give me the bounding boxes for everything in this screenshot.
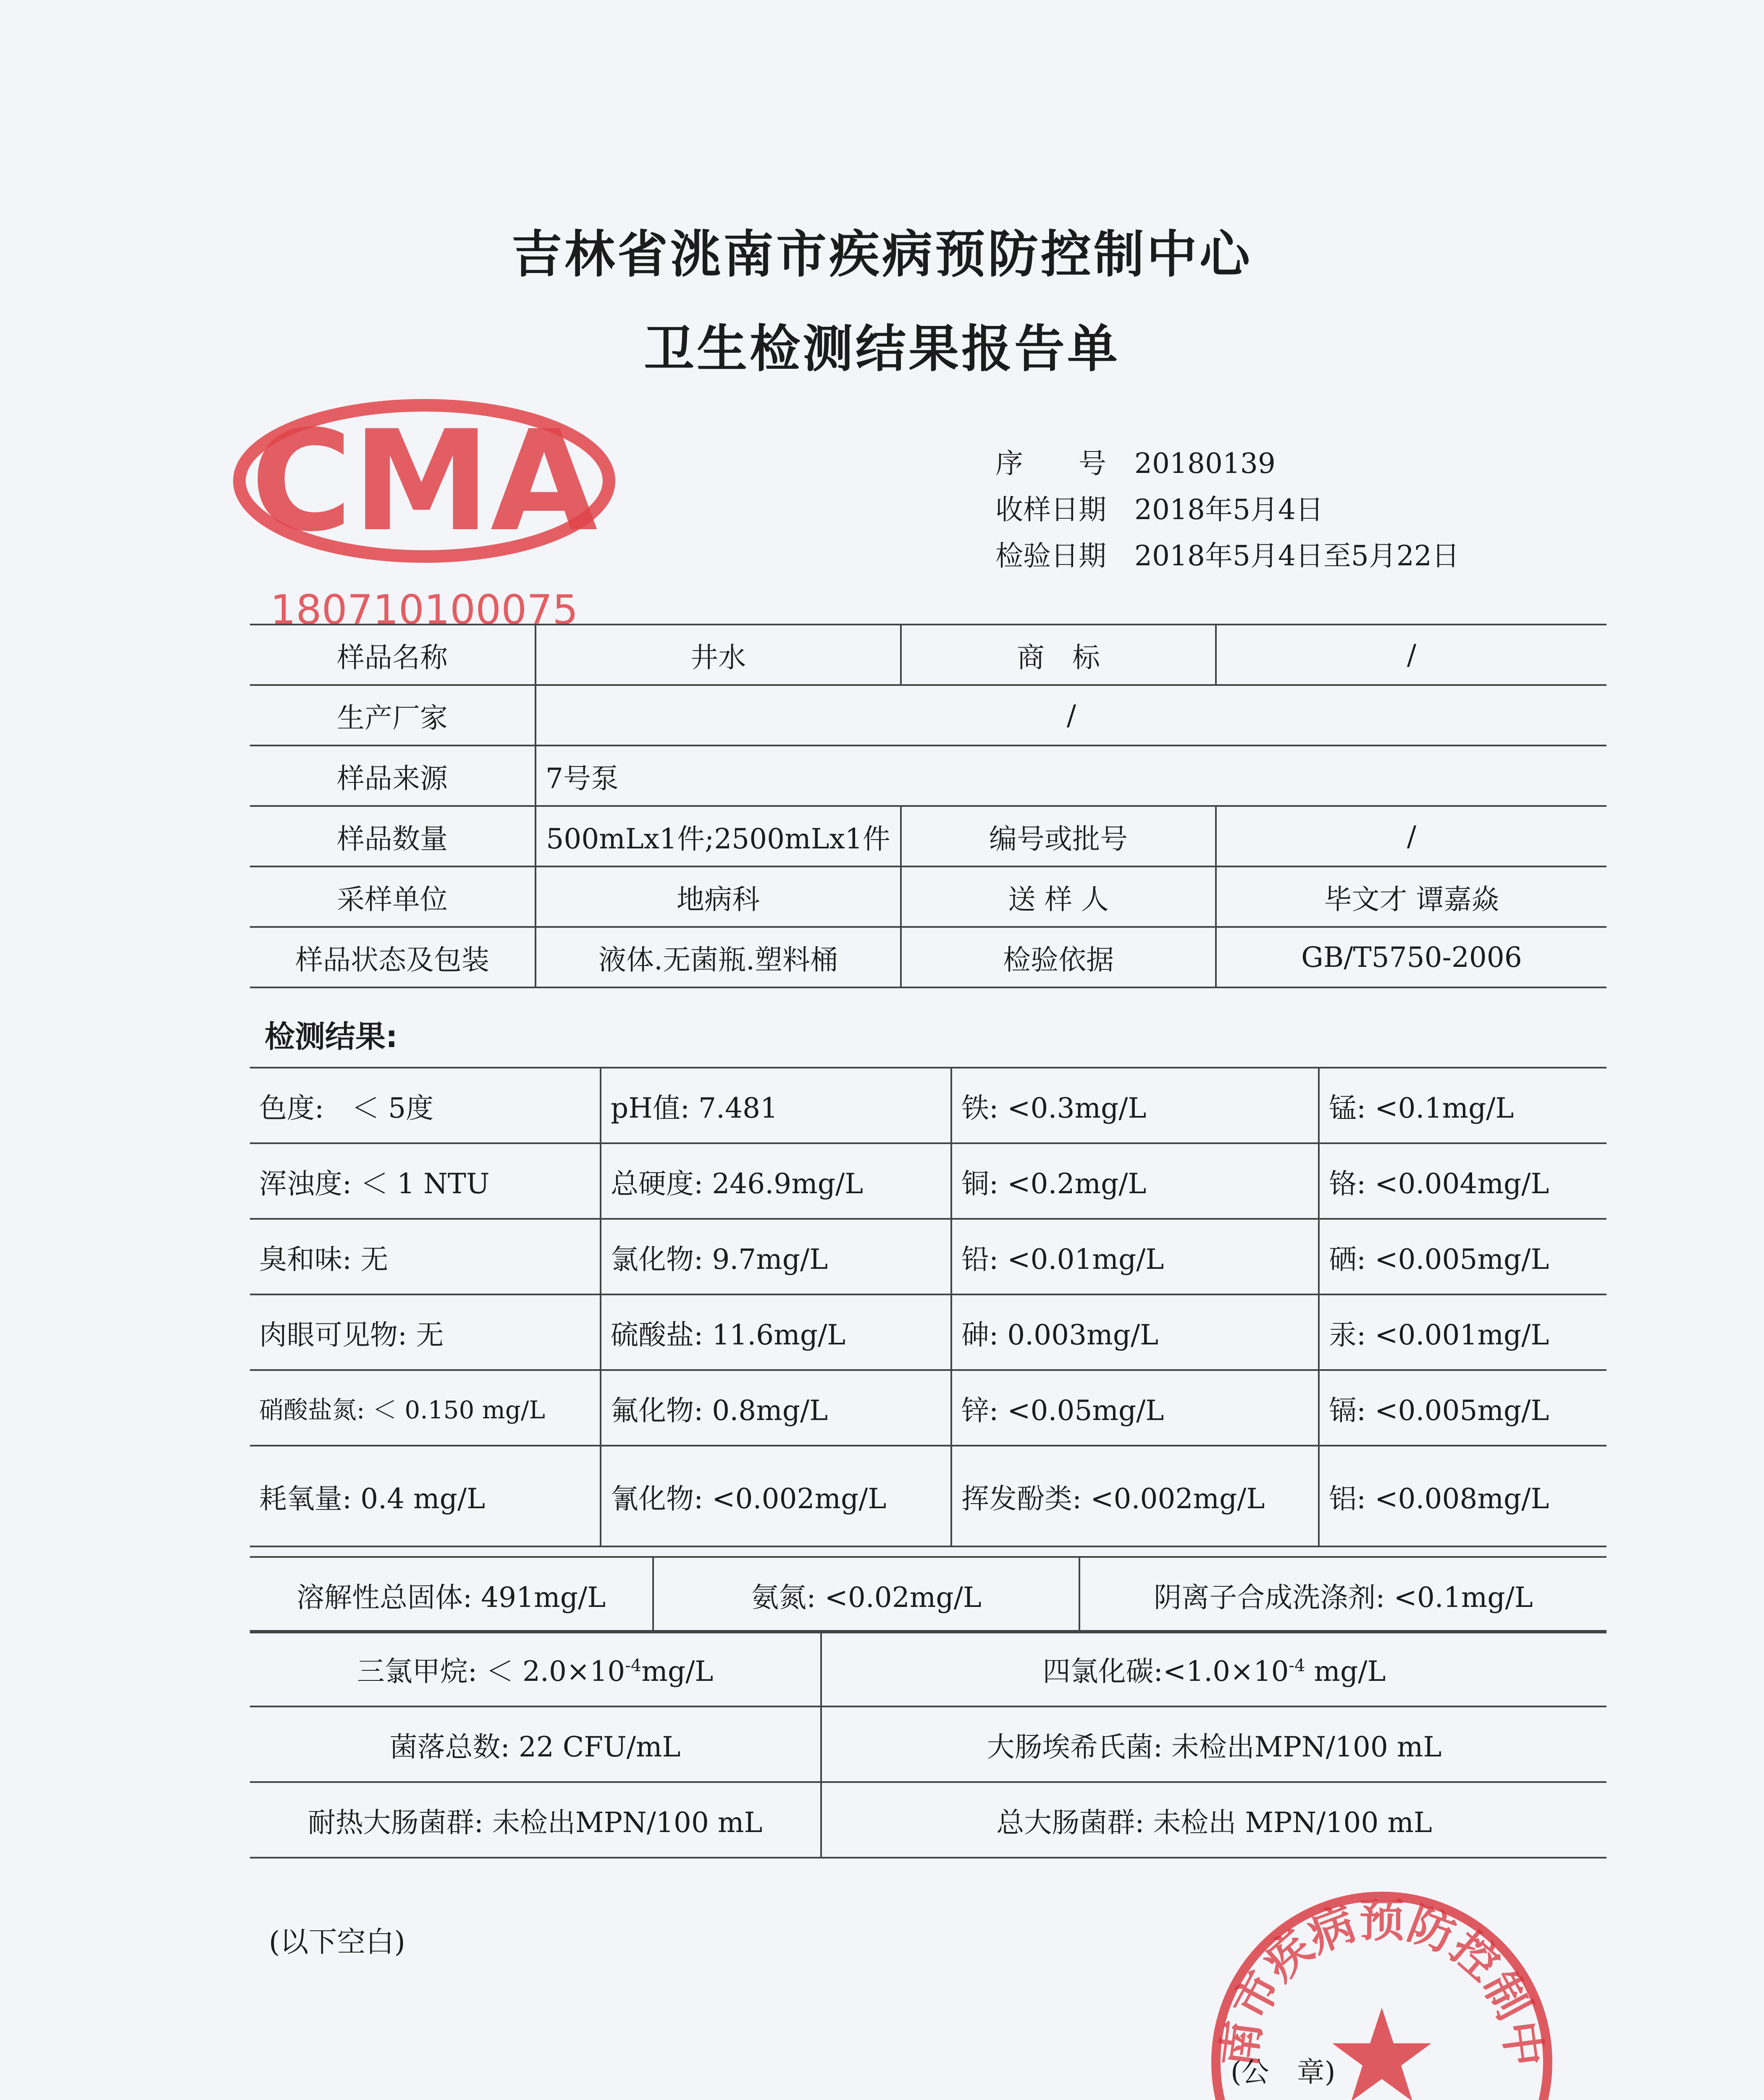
meta-tested [995,533,1460,573]
result-cell: 色度: ＜ 5度 [250,1068,601,1143]
table-row [250,806,1606,866]
thermo-cell: 耐热大肠菌群: 未检出MPN/100 mL [250,1782,821,1858]
ccl4-unit: mg/L [1305,1655,1386,1688]
table-row [250,625,1606,685]
batch-label: 编号或批号 [901,806,1216,866]
result-cell: 浑浊度: ＜ 1 NTU [250,1143,601,1219]
state-value: 液体.无菌瓶.塑料桶 [536,927,901,987]
result-cell: 砷: 0.003mg/L [951,1294,1319,1370]
result-cell: 锌: <0.05mg/L [951,1370,1319,1446]
tested-value: 2018年5月4日至5月22日 [1134,540,1460,572]
result-cell: 镉: <0.005mg/L [1319,1370,1606,1446]
batch-value: / [1216,806,1606,866]
result-cell: 氯化物: 9.7mg/L [601,1219,951,1294]
result-cell: 耗氧量: 0.4 mg/L [250,1446,601,1546]
table-row [250,1446,1606,1546]
result-cell: 汞: <0.001mg/L [1319,1294,1606,1370]
meta-serial [995,441,1276,481]
table-row [250,1370,1606,1446]
table-row [250,1782,1606,1858]
result-cell: 氟化物: 0.8mg/L [601,1370,951,1446]
results-pairs [250,1630,1606,1858]
result-cell: 铅: <0.01mg/L [951,1219,1319,1294]
result-cell: 铁: <0.3mg/L [951,1068,1319,1143]
sender-value: 毕文才 谭嘉焱 [1216,866,1606,927]
ccl4-exp: -4 [1289,1656,1305,1675]
table-row [250,1143,1606,1219]
result-cell: 锰: <0.1mg/L [1319,1068,1606,1143]
result-cell: 挥发酚类: <0.002mg/L [951,1446,1319,1546]
source-label: 样品来源 [250,746,536,806]
chloroform-cell [250,1631,821,1706]
coliform-cell: 总大肠菌群: 未检出 MPN/100 mL [821,1782,1606,1858]
table-row [250,1631,1606,1706]
manufacturer-label: 生产厂家 [250,685,536,746]
manufacturer-value: / [536,685,1606,746]
org-title: 吉林省洮南市疾病预防控制中心 [512,226,1252,284]
chloroform-prefix: 三氯甲烷: ＜ 2.0×10 [357,1655,625,1688]
results-grid [250,1067,1606,1547]
table-row [250,1557,1606,1633]
table-row [250,685,1606,746]
result-cell: 臭和味: 无 [250,1219,601,1294]
chloroform-unit: mg/L [641,1655,714,1688]
report-title: 卫生检测结果报告单 [644,320,1120,378]
received-value: 2018年5月4日 [1134,494,1323,526]
sender-label: 送 样 人 [901,866,1216,927]
sampler-value: 地病科 [536,866,901,927]
result-cell: 硝酸盐氮: ＜ 0.150 mg/L [250,1370,601,1446]
tested-label: 检验日期 [995,540,1106,572]
cma-logo-number: 180710100075 [270,586,578,633]
table-row [250,927,1606,987]
state-label: 样品状态及包装 [250,927,536,987]
stamp-text: 南市疾病预防控制中 [1213,1895,1551,2070]
result-cell: 铜: <0.2mg/L [951,1143,1319,1219]
table-row [250,1294,1606,1370]
result-cell: 氰化物: <0.002mg/L [601,1446,951,1546]
result-cell: 氨氮: <0.02mg/L [653,1557,1079,1633]
result-cell: 硒: <0.005mg/L [1319,1219,1606,1294]
meta-received [995,487,1323,527]
quantity-label: 样品数量 [250,806,536,866]
cma-logo [227,391,622,643]
table-row [250,866,1606,927]
sampler-label: 采样单位 [250,866,536,927]
ecoli-cell: 大肠埃希氏菌: 未检出MPN/100 mL [821,1706,1606,1782]
chloroform-exp: -4 [625,1656,642,1675]
table-row [250,1219,1606,1294]
result-cell: 肉眼可见物: 无 [250,1294,601,1370]
result-cell: 铝: <0.008mg/L [1319,1446,1606,1546]
source-value: 7号泵 [536,746,1606,806]
serial-label: 序 号 [995,447,1106,480]
brand-value: / [1216,625,1606,685]
ccl4-cell [821,1631,1606,1706]
result-cell: 硫酸盐: 11.6mg/L [601,1294,951,1370]
sample-name-value: 井水 [536,625,901,685]
quantity-value: 500mLx1件;2500mLx1件 [536,806,901,866]
table-row [250,746,1606,806]
table-row [250,1706,1606,1782]
seal-label: (公 章) [1231,2056,1336,2088]
ccl4-prefix: 四氯化碳:<1.0×10 [1042,1655,1289,1688]
cma-logo-text: CMA [251,401,598,562]
result-cell: 铬: <0.004mg/L [1319,1143,1606,1219]
result-cell: 溶解性总固体: 491mg/L [250,1557,653,1633]
results-heading: 检测结果: [265,1019,398,1054]
basis-value: GB/T5750-2006 [1216,927,1606,987]
sample-info-table [250,624,1606,988]
blank-note: (以下空白) [269,1926,406,1959]
colony-cell: 菌落总数: 22 CFU/mL [250,1706,821,1782]
result-cell: 总硬度: 246.9mg/L [601,1143,951,1219]
result-cell: 阴离子合成洗涤剂: <0.1mg/L [1079,1557,1606,1633]
brand-label: 商 标 [901,625,1216,685]
result-cell: pH值: 7.481 [601,1068,951,1143]
serial-value: 20180139 [1134,447,1276,480]
basis-label: 检验依据 [901,927,1216,987]
table-row [250,1068,1606,1143]
received-label: 收样日期 [995,494,1106,526]
results-row-three [250,1556,1606,1633]
sample-name-label: 样品名称 [250,625,536,685]
